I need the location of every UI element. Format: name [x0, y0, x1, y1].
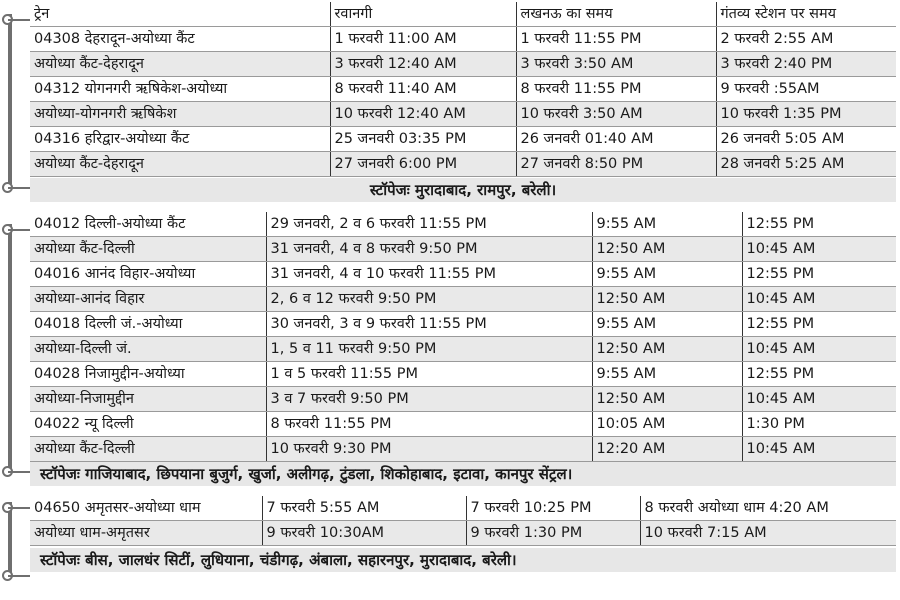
train-cell: अयोध्या कैंट-दिल्ली [30, 237, 266, 262]
bracket-hook-top-1 [8, 19, 30, 21]
stoppage-note-2: स्टॉपेजः गाजियाबाद, छिपयाना बुजुर्ग, खुर्जा, अलीगढ़, टुंडला, शिकोहाबाद, इटावा, कानपुर सेंट्रल। [30, 462, 896, 486]
destination-time-cell: 1:30 PM [742, 412, 896, 437]
destination-time-cell: 10 फरवरी 7:15 AM [640, 521, 896, 546]
lucknow-time-cell: 10 फरवरी 3:50 AM [516, 102, 716, 127]
table-row [30, 102, 896, 127]
schedule-table-2 [30, 212, 896, 462]
bracket-hook-top-3 [8, 507, 30, 509]
departure-cell: 3 व 7 फरवरी 9:50 PM [266, 387, 592, 412]
table-row [30, 496, 896, 521]
bracket-line-2 [8, 224, 12, 472]
lucknow-time-cell: 9:55 AM [592, 362, 742, 387]
train-cell: 04016 आनंद विहार-अयोध्या [30, 262, 266, 287]
header-departure: रवानगी [330, 2, 516, 27]
lucknow-time-cell: 12:50 AM [592, 337, 742, 362]
lucknow-time-cell: 12:50 AM [592, 237, 742, 262]
destination-time-cell: 10 फरवरी 1:35 PM [716, 102, 896, 127]
bracket-hook-bottom-1 [8, 187, 30, 189]
table-row [30, 52, 896, 77]
destination-time-cell: 28 जनवरी 5:25 AM [716, 152, 896, 177]
lucknow-time-cell: 1 फरवरी 11:55 PM [516, 27, 716, 52]
departure-cell: 10 फरवरी 9:30 PM [266, 437, 592, 462]
destination-time-cell: 10:45 AM [742, 387, 896, 412]
lucknow-time-cell: 9 फरवरी 1:30 PM [466, 521, 640, 546]
destination-time-cell: 10:45 AM [742, 287, 896, 312]
header-lucknow-time: लखनऊ का समय [516, 2, 716, 27]
destination-time-cell: 3 फरवरी 2:40 PM [716, 52, 896, 77]
schedule-table-1 [30, 2, 896, 177]
table-row [30, 27, 896, 52]
table-row [30, 152, 896, 177]
departure-cell: 27 जनवरी 6:00 PM [330, 152, 516, 177]
destination-time-cell: 10:45 AM [742, 437, 896, 462]
bracket-hook-top-2 [8, 229, 30, 231]
departure-cell: 7 फरवरी 5:55 AM [262, 496, 466, 521]
train-cell: 04308 देहरादून-अयोध्या कैंट [30, 27, 330, 52]
departure-cell: 1, 5 व 11 फरवरी 9:50 PM [266, 337, 592, 362]
departure-cell: 2, 6 व 12 फरवरी 9:50 PM [266, 287, 592, 312]
table-row [30, 387, 896, 412]
train-cell: अयोध्या-योगनगरी ऋषिकेश [30, 102, 330, 127]
lucknow-time-cell: 3 फरवरी 3:50 AM [516, 52, 716, 77]
table-row [30, 287, 896, 312]
table-header-row [30, 2, 896, 27]
departure-cell: 31 जनवरी, 4 व 8 फरवरी 9:50 PM [266, 237, 592, 262]
table-row [30, 262, 896, 287]
departure-cell: 9 फरवरी 10:30AM [262, 521, 466, 546]
train-cell: अयोध्या-आनंद विहार [30, 287, 266, 312]
destination-time-cell: 12:55 PM [742, 362, 896, 387]
bracket-line-1 [8, 14, 12, 184]
train-cell: 04012 दिल्ली-अयोध्या कैंट [30, 212, 266, 237]
lucknow-time-cell: 10:05 AM [592, 412, 742, 437]
header-train: ट्रेन [30, 2, 330, 27]
train-cell: 04316 हरिद्वार-अयोध्या कैंट [30, 127, 330, 152]
table-row [30, 212, 896, 237]
destination-time-cell: 9 फरवरी :55AM [716, 77, 896, 102]
train-cell: अयोध्या कैंट-देहरादून [30, 152, 330, 177]
table-row [30, 412, 896, 437]
lucknow-time-cell: 9:55 AM [592, 312, 742, 337]
lucknow-time-cell: 27 जनवरी 8:50 PM [516, 152, 716, 177]
header-destination-time: गंतव्य स्टेशन पर समय [716, 2, 896, 27]
lucknow-time-cell: 8 फरवरी 11:55 PM [516, 77, 716, 102]
departure-cell: 30 जनवरी, 3 व 9 फरवरी 11:55 PM [266, 312, 592, 337]
stoppage-note-3: स्टॉपेजः बीस, जालधंर सिटीं, लुधियाना, चंडीगढ़, अंबाला, सहारनपुर, मुरादाबाद, बरेली। [30, 548, 896, 572]
bracket-hook-bottom-2 [8, 471, 30, 473]
departure-cell: 8 फरवरी 11:40 AM [330, 77, 516, 102]
departure-cell: 29 जनवरी, 2 व 6 फरवरी 11:55 PM [266, 212, 592, 237]
destination-time-cell: 12:55 PM [742, 212, 896, 237]
table-row [30, 127, 896, 152]
stoppage-note-1: स्टॉपेजः मुरादाबाद, रामपुर, बरेली। [30, 178, 896, 202]
destination-time-cell: 10:45 AM [742, 237, 896, 262]
destination-time-cell: 26 जनवरी 5:05 AM [716, 127, 896, 152]
table-row [30, 77, 896, 102]
destination-time-cell: 12:55 PM [742, 262, 896, 287]
destination-time-cell: 12:55 PM [742, 312, 896, 337]
table-row [30, 312, 896, 337]
bracket-line-3 [8, 502, 12, 576]
train-cell: अयोध्या धाम-अमृतसर [30, 521, 262, 546]
train-cell: 04022 न्यू दिल्ली [30, 412, 266, 437]
train-cell: 04650 अमृतसर-अयोध्या धाम [30, 496, 262, 521]
lucknow-time-cell: 7 फरवरी 10:25 PM [466, 496, 640, 521]
train-cell: 04312 योगनगरी ऋषिकेश-अयोध्या [30, 77, 330, 102]
lucknow-time-cell: 12:20 AM [592, 437, 742, 462]
destination-time-cell: 2 फरवरी 2:55 AM [716, 27, 896, 52]
train-cell: अयोध्या कैंट-देहरादून [30, 52, 330, 77]
table-row [30, 437, 896, 462]
lucknow-time-cell: 9:55 AM [592, 212, 742, 237]
lucknow-time-cell: 9:55 AM [592, 262, 742, 287]
departure-cell: 1 व 5 फरवरी 11:55 PM [266, 362, 592, 387]
schedule-table-3 [30, 496, 896, 546]
table-row [30, 337, 896, 362]
departure-cell: 10 फरवरी 12:40 AM [330, 102, 516, 127]
lucknow-time-cell: 26 जनवरी 01:40 AM [516, 127, 716, 152]
destination-time-cell: 8 फरवरी अयोध्या धाम 4:20 AM [640, 496, 896, 521]
table-row [30, 521, 896, 546]
table-row [30, 237, 896, 262]
lucknow-time-cell: 12:50 AM [592, 287, 742, 312]
train-cell: अयोध्या-दिल्ली जं. [30, 337, 266, 362]
table-row [30, 362, 896, 387]
bracket-hook-bottom-3 [8, 575, 30, 577]
departure-cell: 3 फरवरी 12:40 AM [330, 52, 516, 77]
departure-cell: 1 फरवरी 11:00 AM [330, 27, 516, 52]
train-cell: अयोध्या-निजामुद्दीन [30, 387, 266, 412]
departure-cell: 8 फरवरी 11:55 PM [266, 412, 592, 437]
train-cell: 04028 निजामुद्दीन-अयोध्या [30, 362, 266, 387]
train-cell: अयोध्या कैंट-दिल्ली [30, 437, 266, 462]
lucknow-time-cell: 12:50 AM [592, 387, 742, 412]
train-cell: 04018 दिल्ली जं.-अयोध्या [30, 312, 266, 337]
departure-cell: 25 जनवरी 03:35 PM [330, 127, 516, 152]
destination-time-cell: 10:45 AM [742, 337, 896, 362]
departure-cell: 31 जनवरी, 4 व 10 फरवरी 11:55 PM [266, 262, 592, 287]
